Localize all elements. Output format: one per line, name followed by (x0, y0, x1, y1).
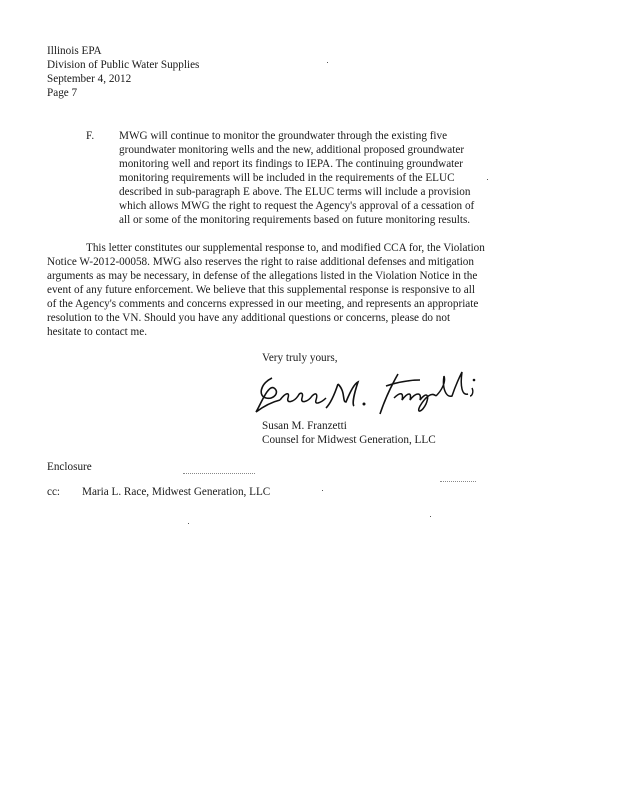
item-line: MWG will continue to monitor the groundwater through the existing five (119, 130, 448, 142)
item-letter: F. (86, 130, 95, 142)
header-agency: Illinois EPA (47, 45, 102, 57)
paragraph-line: event of any future enforcement. We believe that this supplemental response is responsive to all (47, 284, 475, 296)
header-division: Division of Public Water Supplies (47, 59, 200, 71)
paragraph-line: Notice W-2012-00058. MWG also reserves the right to raise additional defenses and mitigation (47, 256, 474, 268)
item-line: monitoring requirements will be included in the requirements of the ELUC (119, 172, 455, 184)
scan-speck (188, 523, 189, 524)
paragraph-line: This letter constitutes our supplemental response to, and modified CCA for, the Violation (86, 242, 485, 254)
handwritten-signature (250, 362, 490, 420)
cc-recipient: Maria L. Race, Midwest Generation, LLC (82, 486, 271, 498)
paragraph-line: resolution to the VN. Should you have any additional questions or concerns, please do not (47, 312, 451, 324)
enclosure-label: Enclosure (47, 461, 92, 473)
item-line: described in sub-paragraph E above. The ELUC terms will include a provision (119, 186, 471, 198)
scan-speck (430, 516, 431, 517)
scan-speck (327, 62, 328, 63)
paragraph-line: arguments as may be necessary, in defense of the allegations listed in the Violation Notice in the (47, 270, 478, 282)
paragraph-line: hesitate to contact me. (47, 326, 148, 338)
scan-speck (322, 490, 323, 491)
item-line: all or some of the monitoring requirements based on future monitoring results. (119, 214, 471, 226)
scan-artifact (183, 473, 255, 475)
scan-speck (487, 179, 488, 180)
paragraph-line: of the Agency's comments and concerns expressed in our meeting, and represents an appropriate (47, 298, 479, 310)
item-line: groundwater monitoring wells and the new, additional proposed groundwater (119, 144, 465, 156)
signer-name: Susan M. Franzetti (262, 420, 347, 432)
scan-artifact (440, 481, 476, 483)
item-line: monitoring well and report its findings to IEPA. The continuing groundwater (119, 158, 463, 170)
salutation: Very truly yours, (262, 352, 338, 364)
item-line: which allows MWG the right to request the Agency's approval of a cessation of (119, 200, 475, 212)
header-page: Page 7 (47, 87, 78, 99)
header-date: September 4, 2012 (47, 73, 132, 85)
signer-title: Counsel for Midwest Generation, LLC (262, 434, 436, 446)
cc-label: cc: (47, 486, 61, 498)
